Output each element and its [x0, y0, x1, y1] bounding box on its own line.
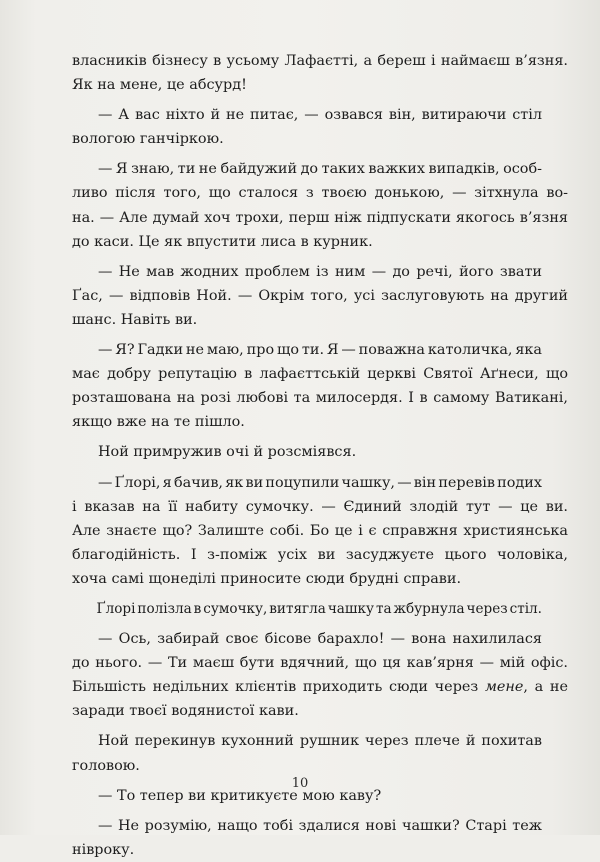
text-line: до каси. Це як впустити лиса в курник.: [72, 233, 373, 250]
text-line: нівроку.: [72, 841, 135, 858]
paragraph: [72, 260, 568, 332]
text-line: Ной примружив очі й розсміявся.: [98, 444, 357, 461]
text-line: шанс. Навіть ви.: [72, 311, 198, 328]
text-line: якщо вже на те пішло.: [72, 414, 245, 431]
paragraph: [72, 338, 568, 434]
text-line: — Ось, забирай своє бісове барахло! — вона нахилилася: [98, 631, 542, 648]
text-line: Як на мене, це абсурд!: [72, 77, 247, 94]
paragraph: [72, 814, 568, 862]
paragraph: [72, 49, 568, 97]
text-line: — То тепер ви критикуєте мою каву?: [98, 787, 382, 804]
text-line: розташована на розі любові та милосердя. І в самому Ватикані,: [72, 390, 568, 407]
text-line: благодійність. І з-поміж усіх ви засуджуєте цього чоловіка,: [72, 546, 568, 563]
emphasis: мене: [484, 679, 524, 696]
text-line: Ной перекинув кухонний рушник через плече й похитав: [98, 733, 542, 750]
paragraph: [72, 729, 568, 777]
text-line: — Не розумію, нащо тобі здалися нові чашки? Старі теж: [98, 817, 542, 834]
text-line: — А вас ніхто й не питає, — озвався він, витираючи стіл: [98, 107, 542, 124]
text-line: — Не мав жодних проблем із ним — до речі, його звати: [98, 263, 542, 280]
text-line: хоча самі щонеділі приносите сюди брудні справи.: [72, 570, 462, 587]
paragraph: [72, 440, 568, 464]
text-line: Але знаєте що? Залиште собі. Бо це і є справжня християнська: [72, 522, 568, 539]
paragraph: [72, 597, 568, 621]
paragraph: [72, 103, 568, 151]
paragraph: [72, 627, 568, 723]
body-text: [72, 49, 568, 862]
text-line: має добру репутацію в лафаєттській церкві Святої Аґнеси, що: [72, 366, 568, 383]
text-line: Ґас, — відповів Ной. — Окрім того, усі заслуговують на другий: [72, 287, 568, 304]
text-line: — Я? Гадки не маю, про що ти. Я — поважна католичка, яка: [98, 342, 542, 359]
text-line: Більшість недільних клієнтів приходить сюди через мене, а не: [72, 679, 568, 696]
text-line: заради твоєї водянистої кави.: [72, 703, 299, 720]
text-line: власників бізнесу в усьому Лафаєтті, а береш і наймаєш в’язня.: [72, 53, 568, 69]
text-line: ливо після того, що сталося з твоєю донькою, — зітхнула во-: [72, 185, 568, 202]
text-line: вологою ганчіркою.: [72, 131, 224, 148]
paragraph: [72, 471, 568, 591]
text-line: — Я знаю, ти не байдужий до таких важких випадків, особ-: [98, 161, 542, 178]
text-line: і вказав на її набиту сумочку. — Єдиний злодій тут — це ви.: [72, 498, 568, 515]
page-number: 10: [291, 776, 309, 791]
text-line: — Ґлорі, я бачив, як ви поцупили чашку, — він перевів подих: [98, 474, 542, 491]
text-line: Ґлорі полізла в сумочку, витягла чашку та жбурнула через стіл.: [96, 600, 542, 617]
text-line: на. — Але думай хоч трохи, перш ніж підпускати якогось в’язня: [72, 209, 568, 226]
text-line: головою.: [72, 757, 140, 774]
text-line: до нього. — Ти маєш бути вдячний, що ця кав’ярня — мій офіс.: [72, 655, 568, 672]
paragraph: [72, 157, 568, 253]
